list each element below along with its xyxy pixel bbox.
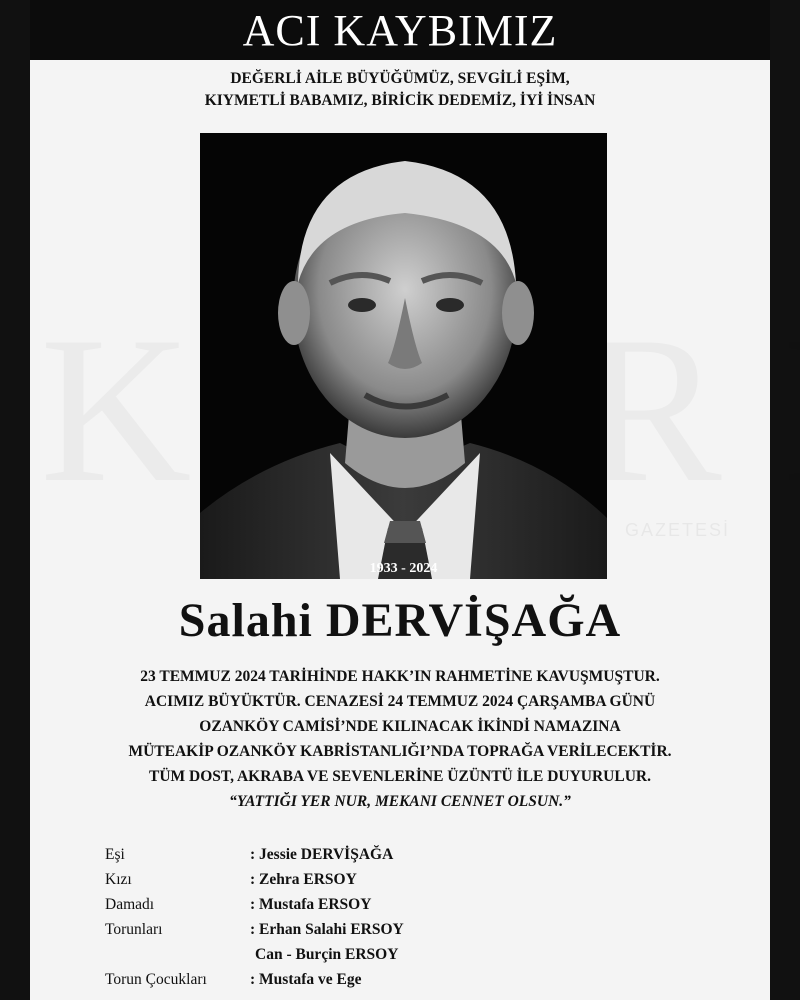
subtitle-line: KIYMETLİ BABAMIZ, BİRİCİK DEDEMİZ, İYİ İNSAN — [204, 92, 596, 109]
family-relation: Damadı — [105, 896, 155, 913]
portrait-illustration — [200, 133, 607, 579]
family-relation: Eşi — [105, 846, 125, 863]
family-names: : Mustafa ve Ege — [250, 971, 362, 988]
header-title: ACI KAYBIMIZ — [242, 6, 558, 55]
prayer-quote: “YATTIĞI YER NUR, MEKANI CENNET OLSUN.” — [229, 793, 571, 810]
life-years: 1933 - 2024 — [369, 561, 438, 576]
family-names: : Mustafa ERSOY — [250, 896, 372, 913]
subtitle — [30, 68, 770, 112]
family-relation — [105, 942, 250, 967]
subtitle-line: DEĞERLİ AİLE BÜYÜĞÜMÜZ, SEVGİLİ EŞİM, — [230, 70, 570, 87]
family-list — [105, 842, 404, 992]
deceased-name: Salahi DERVİŞAĞA — [178, 594, 622, 647]
family-row — [105, 967, 404, 992]
family-row — [105, 917, 404, 942]
announcement-text — [30, 664, 770, 814]
family-names: Can - Burçin ERSOY — [255, 946, 399, 963]
announcement-line: TÜM DOST, AKRABA VE SEVENLERİNE ÜZÜNTÜ İLE DUYURULUR. — [149, 768, 651, 785]
obituary-page — [30, 0, 770, 1000]
announcement-line: ACIMIZ BÜYÜKTÜR. CENAZESİ 24 TEMMUZ 2024 ÇARŞAMBA GÜNÜ — [144, 693, 656, 710]
family-row — [105, 892, 404, 917]
family-relation: Kızı — [105, 871, 132, 888]
family-row — [105, 867, 404, 892]
announcement-line: OZANKÖY CAMİSİ’NDE KILINACAK İKİNDİ NAMAZINA — [199, 718, 621, 735]
family-relation: Torunları — [105, 921, 163, 938]
announcement-line: 23 TEMMUZ 2024 TARİHİNDE HAKK’IN RAHMETİNE KAVUŞMUŞTUR. — [140, 668, 660, 685]
family-names: : Jessie DERVİŞAĞA — [250, 846, 394, 863]
family-names: : Erhan Salahi ERSOY — [250, 921, 404, 938]
announcement-line: MÜTEAKİP OZANKÖY KABRİSTANLIĞI’NDA TOPRAĞA VERİLECEKTİR. — [128, 743, 672, 760]
header-bar — [30, 0, 770, 60]
family-row — [105, 842, 404, 867]
portrait-photo — [200, 133, 607, 579]
family-names: : Zehra ERSOY — [250, 871, 357, 888]
family-row — [105, 942, 404, 967]
family-relation: Torun Çocukları — [105, 971, 207, 988]
watermark-subtext: GAZETESİ — [625, 520, 731, 540]
